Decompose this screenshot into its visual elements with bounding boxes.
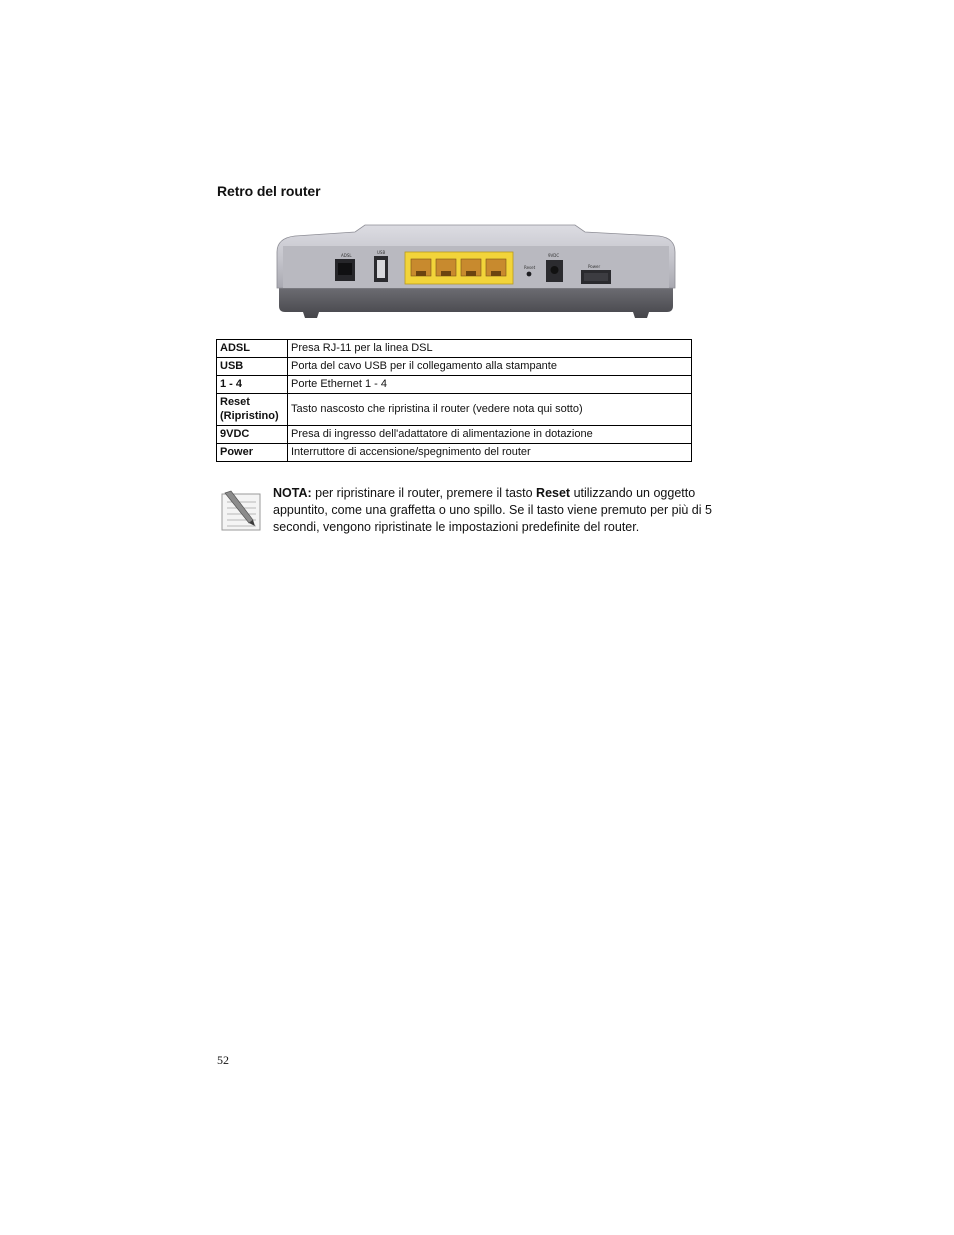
reset-hole <box>527 272 532 277</box>
desc-cell: Interruttore di accensione/spegnimento del router <box>288 444 692 462</box>
desc-cell: Porta del cavo USB per il collegamento alla stampante <box>288 358 692 376</box>
note-reset-word: Reset <box>536 486 571 500</box>
usb-label: USB <box>377 250 386 255</box>
power-label: Power <box>588 264 601 269</box>
note-pencil-icon <box>219 490 263 532</box>
table-row <box>217 376 692 394</box>
vdc-label: 9VDC <box>548 253 560 258</box>
reset-label: Reset <box>524 265 536 270</box>
desc-cell: Presa di ingresso dell'adattatore di alimentazione in dotazione <box>288 426 692 444</box>
term-line-1: Reset <box>220 396 250 408</box>
term-cell: 1 - 4 <box>217 376 288 394</box>
table-row <box>217 394 692 426</box>
table-row <box>217 358 692 376</box>
adsl-label: ADSL <box>341 253 352 258</box>
note-label: NOTA: <box>273 486 312 500</box>
table-row <box>217 340 692 358</box>
port-description-table <box>216 339 692 462</box>
router-back-image <box>275 222 677 320</box>
page-number: 52 <box>217 1053 229 1067</box>
term-cell: 9VDC <box>217 426 288 444</box>
term-line-2: (Ripristino) <box>220 410 279 422</box>
term-cell: ADSL <box>217 340 288 358</box>
note-text-2: utilizzando un oggetto appuntito, come una graffetta o uno spillo. Se il tasto viene premuto per più di 5 secondi, vengono ripristinate le impostazioni predefinite del router. <box>273 486 712 534</box>
desc-cell: Porte Ethernet 1 - 4 <box>288 376 692 394</box>
section-title: Retro del router <box>217 183 321 199</box>
desc-cell: Tasto nascosto che ripristina il router (vedere nota qui sotto) <box>288 394 692 426</box>
note-paragraph <box>273 485 743 536</box>
note-text-1: per ripristinare il router, premere il tasto <box>311 486 537 500</box>
term-cell <box>217 394 288 426</box>
term-cell: USB <box>217 358 288 376</box>
table-row <box>217 426 692 444</box>
term-cell: Power <box>217 444 288 462</box>
desc-cell: Presa RJ-11 per la linea DSL <box>288 340 692 358</box>
table-row <box>217 444 692 462</box>
